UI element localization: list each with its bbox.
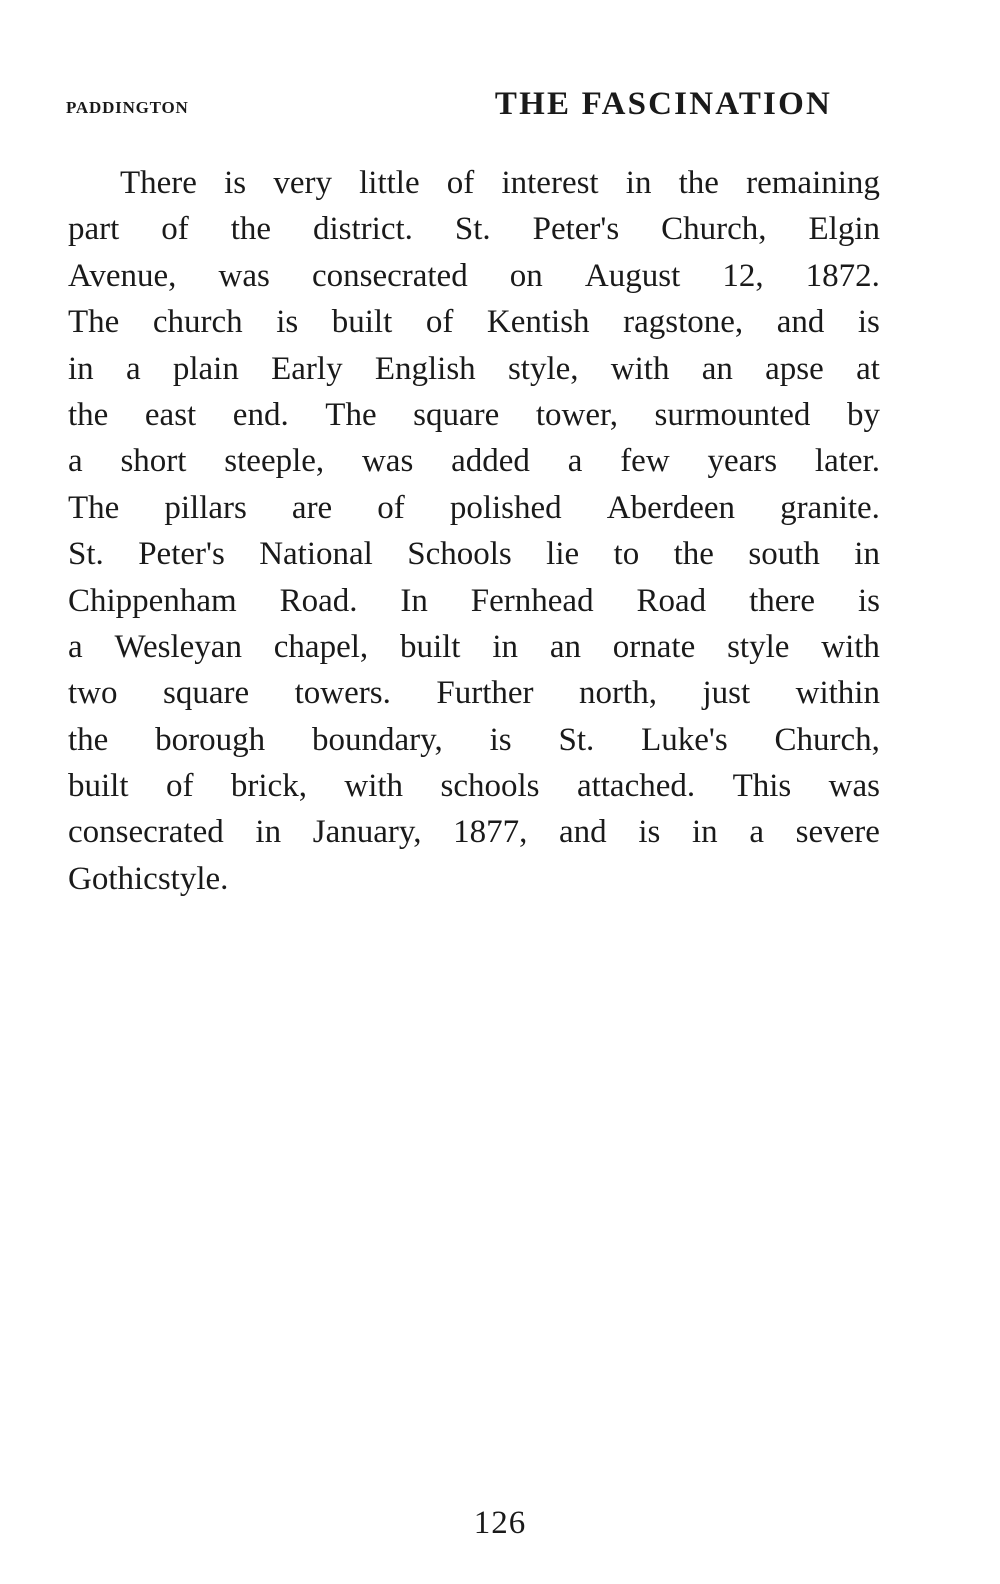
word: square	[163, 675, 250, 712]
text-line	[68, 717, 880, 763]
word: consecrated	[68, 814, 224, 851]
word: Road.	[279, 582, 358, 619]
word: of	[425, 304, 454, 341]
word: and	[776, 304, 825, 341]
word: is	[857, 304, 880, 341]
word: severe	[795, 814, 880, 851]
word: built	[399, 628, 461, 665]
word: a	[125, 350, 141, 387]
text-line	[68, 670, 880, 716]
word: chapel,	[273, 628, 369, 665]
word: by	[846, 396, 880, 433]
running-head-left: PADDINGTON	[66, 98, 189, 117]
word: built	[68, 768, 129, 805]
word: the	[68, 721, 109, 758]
word: National	[259, 536, 373, 573]
word: St.	[68, 536, 104, 573]
word: St.	[454, 211, 491, 248]
word: is	[857, 582, 880, 619]
word: of	[377, 489, 405, 526]
word: style	[727, 628, 790, 665]
word: is	[489, 721, 512, 758]
word: is	[224, 165, 247, 201]
word: the	[230, 211, 272, 248]
word: interest	[501, 165, 599, 201]
word: Road	[636, 582, 707, 619]
word: lie	[546, 536, 580, 573]
word: an	[549, 628, 581, 665]
text-line	[68, 578, 880, 624]
word: was	[828, 768, 880, 805]
word: borough	[155, 721, 266, 758]
text-line	[68, 160, 880, 206]
word: with	[344, 768, 404, 805]
word: Aberdeen	[606, 489, 735, 526]
running-head-title: THE FASCINATION	[494, 86, 832, 122]
word: in	[255, 814, 282, 851]
text-line	[68, 856, 880, 902]
word: plain	[172, 350, 239, 387]
page-number: 126	[473, 1505, 527, 1541]
word: an	[701, 350, 733, 387]
word: granite.	[780, 489, 880, 526]
word: Church,	[774, 721, 880, 758]
word: attached.	[576, 768, 696, 805]
text-line	[68, 438, 880, 484]
word: very	[273, 165, 332, 201]
word: In	[400, 582, 428, 619]
word: in	[854, 536, 880, 573]
text-line	[68, 253, 880, 299]
word: surmounted	[654, 396, 811, 433]
word: are	[291, 489, 333, 526]
text-line	[68, 485, 880, 531]
word: Luke's	[641, 721, 728, 758]
word: a	[68, 443, 83, 480]
word: Avenue,	[68, 257, 177, 294]
word: two	[68, 675, 118, 712]
text-line	[68, 206, 880, 252]
word: at	[856, 350, 880, 387]
word: remaining	[746, 165, 880, 201]
word: within	[795, 675, 880, 712]
word: the	[68, 396, 109, 433]
word: Early	[271, 350, 343, 387]
word: Peter's	[138, 536, 225, 573]
word: in	[68, 350, 94, 387]
word: later.	[814, 443, 880, 480]
word: was	[361, 443, 414, 480]
word: January,	[312, 814, 422, 851]
word: brick,	[230, 768, 307, 805]
word: This	[732, 768, 792, 805]
word: Fernhead	[470, 582, 594, 619]
word: The	[68, 304, 120, 341]
word: built	[331, 304, 393, 341]
word: was	[218, 257, 270, 294]
word: church	[152, 304, 243, 341]
text-line	[68, 299, 880, 345]
word: of	[161, 211, 189, 248]
text-line	[68, 809, 880, 855]
word: style,	[507, 350, 579, 387]
word: The	[68, 489, 120, 526]
word: Wesleyan	[114, 628, 242, 665]
word: Peter's	[532, 211, 620, 248]
word: Elgin	[808, 211, 880, 248]
word: ragstone,	[623, 304, 744, 341]
word: Schools	[407, 536, 512, 573]
word: little	[359, 165, 420, 201]
word: and	[559, 814, 607, 851]
text-line	[68, 763, 880, 809]
word: years	[707, 443, 778, 480]
word: St.	[558, 721, 595, 758]
word: English	[374, 350, 476, 387]
body-text	[68, 160, 880, 902]
text-line	[68, 531, 880, 577]
running-head	[66, 86, 832, 130]
word: steeple,	[224, 443, 325, 480]
text-line	[68, 392, 880, 438]
word: just	[702, 675, 751, 712]
word: ornate	[612, 628, 696, 665]
word: the	[673, 536, 714, 573]
word: is	[638, 814, 661, 851]
word: short	[120, 443, 187, 480]
word: on	[509, 257, 543, 294]
word: district.	[313, 211, 413, 248]
word: in	[492, 628, 518, 665]
word: 12,	[722, 257, 764, 294]
word: with	[610, 350, 670, 387]
word: The	[325, 396, 377, 433]
word: end.	[232, 396, 289, 433]
word: added	[451, 443, 530, 480]
word: a	[567, 443, 583, 480]
word: south	[748, 536, 820, 573]
word: tower,	[535, 396, 618, 433]
text-line	[68, 624, 880, 670]
word: August	[584, 257, 681, 294]
word: towers.	[294, 675, 391, 712]
word: style.	[157, 860, 229, 897]
word: Kentish	[486, 304, 590, 341]
word: There	[120, 165, 197, 201]
word: Church,	[661, 211, 767, 248]
word: few	[620, 443, 670, 480]
word: the	[678, 165, 719, 201]
word: schools	[440, 768, 540, 805]
word: 1877,	[453, 814, 528, 851]
word: part	[68, 211, 120, 248]
word: east	[144, 396, 197, 433]
word: Gothic	[68, 860, 158, 897]
word: of	[165, 768, 194, 805]
word: Further	[436, 675, 534, 712]
word: apse	[765, 350, 824, 387]
word: there	[749, 582, 816, 619]
word: in	[625, 165, 652, 201]
word: polished	[449, 489, 562, 526]
word: of	[446, 165, 475, 201]
word: a	[749, 814, 764, 851]
word: is	[276, 304, 299, 341]
word: a	[68, 628, 83, 665]
word: square	[413, 396, 500, 433]
text-line	[68, 346, 880, 392]
word: in	[692, 814, 718, 851]
word: north,	[579, 675, 657, 712]
word: pillars	[164, 489, 247, 526]
word: boundary,	[312, 721, 443, 758]
word: Chippenham	[68, 582, 237, 619]
word: to	[613, 536, 640, 573]
word: 1872.	[805, 257, 880, 294]
word: consecrated	[311, 257, 468, 294]
word: with	[821, 628, 880, 665]
